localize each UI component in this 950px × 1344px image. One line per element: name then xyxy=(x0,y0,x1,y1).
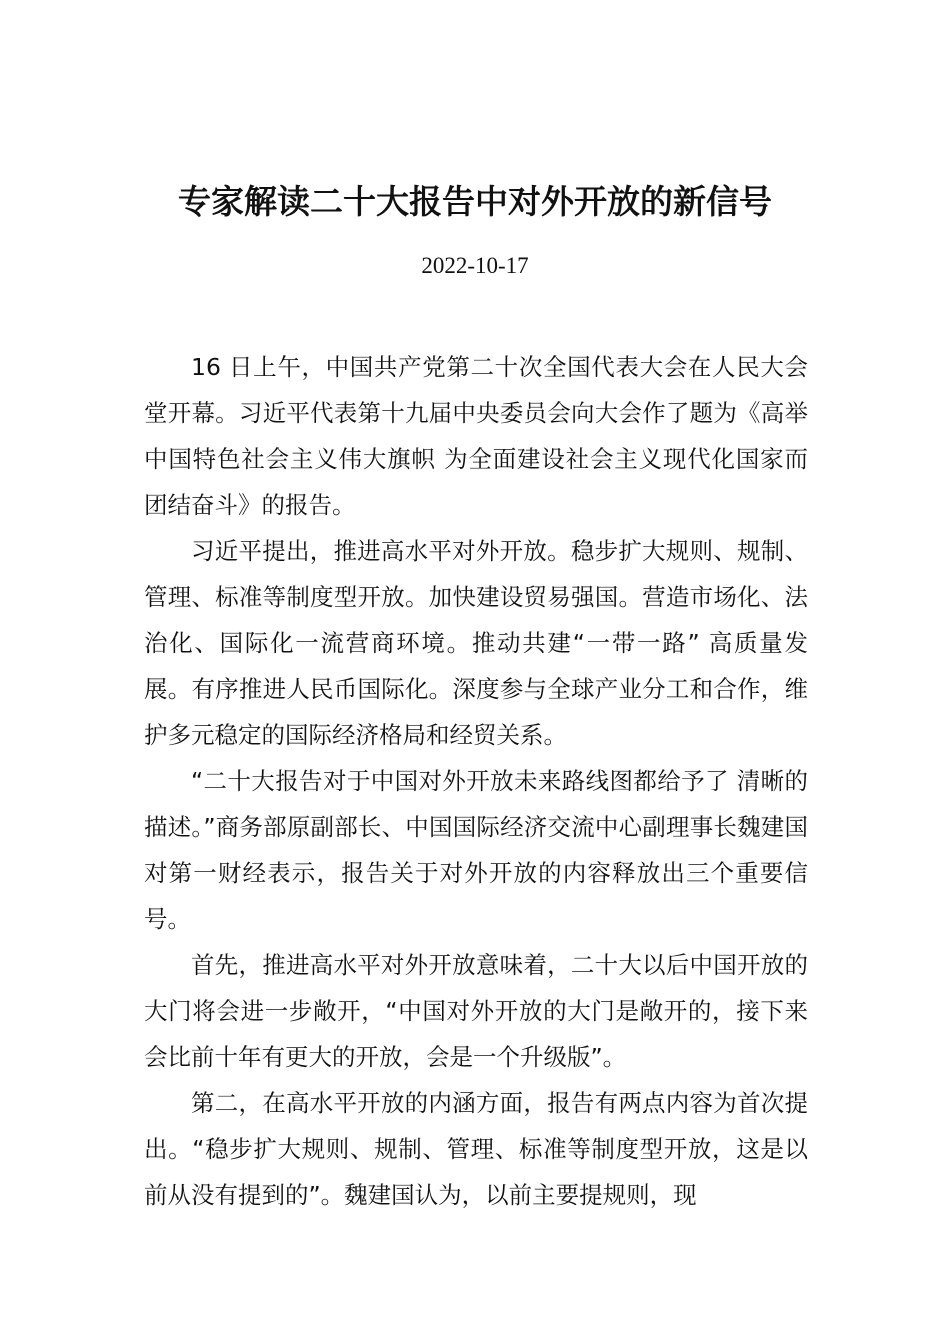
document-date: 2022-10-17 xyxy=(421,253,529,278)
paragraph: 首先，推进高水平对外开放意味着，二十大以后中国开放的大门将会进一步敞开，“中国对外开放的大门是敞开的，接下来会比前十年有更大的开放，会是一个升级版”。 xyxy=(144,951,808,1071)
document-title: 专家解读二十大报告中对外开放的新信号 xyxy=(178,182,772,221)
paragraph: 16 日上午，中国共产党第二十次全国代表大会在人民大会堂开幕。习近平代表第十九届中央委员会向大会作了题为《高举中国特色社会主义伟大旗帜 为全面建设社会主义现代化国家而团结奋斗》的报告。 xyxy=(144,353,808,519)
paragraph: “二十大报告对于中国对外开放未来路线图都给予了 清晰的描述。”商务部原副部长、中国国际经济交流中心副理事长魏建国对第一财经表示，报告关于对外开放的内容释放出三个重要信号。 xyxy=(144,767,808,933)
article-body xyxy=(144,344,808,1218)
paragraph: 习近平提出，推进高水平对外开放。稳步扩大规则、规制、管理、标准等制度型开放。加快建设贸易强国。营造市场化、法治化、国际化一流营商环境。推动共建“一带一路” 高质量发展。有序推进人民币国际化。深度参与全球产业分工和合作，维护多元稳定的国际经济格局和经贸关系。 xyxy=(144,537,808,749)
paragraph: 第二，在高水平开放的内涵方面，报告有两点内容为首次提出。“稳步扩大规则、规制、管理、标准等制度型开放，这是以前从没有提到的”。魏建国认为，以前主要提规则，现 xyxy=(144,1089,808,1209)
